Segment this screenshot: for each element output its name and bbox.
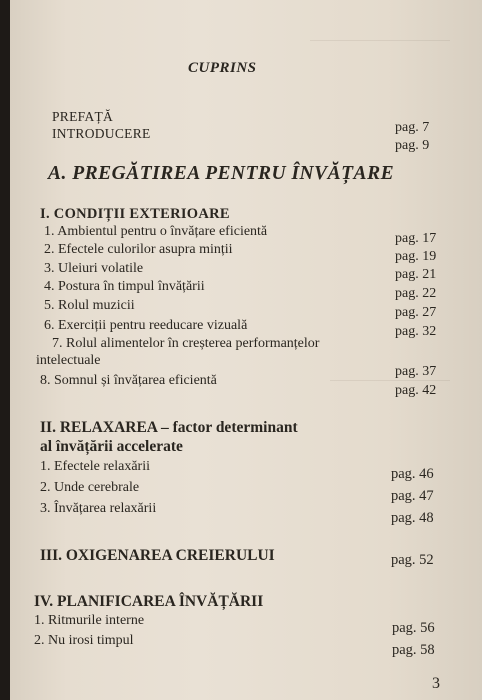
toc-item-continuation: intelectuale (36, 353, 101, 368)
toc-item: 1. Ritmurile interne (34, 613, 145, 628)
toc-page: pag. 37 (395, 364, 437, 379)
toc-page: pag. 58 (392, 642, 435, 658)
toc-page: pag. 52 (391, 552, 434, 568)
chapter-title: I. CONDIȚII EXTERIOARE (40, 206, 230, 222)
toc-item: 3. Învățarea relaxării (40, 501, 157, 516)
toc-page: pag. 21 (395, 267, 437, 282)
toc-item: 4. Postura în timpul învățării (44, 279, 205, 294)
toc-item: 1. Efectele relaxării (40, 459, 150, 474)
toc-item: 2. Unde cerebrale (40, 480, 140, 495)
toc-item: 5. Rolul muzicii (44, 298, 135, 313)
toc-item: 6. Exerciții pentru reeducare vizuală (44, 318, 248, 333)
toc-page: pag. 19 (395, 249, 437, 264)
section-heading: A. PREGĂTIREA PENTRU ÎNVĂȚARE (48, 163, 395, 184)
page-title: CUPRINS (188, 60, 257, 76)
toc-item: 1. Ambientul pentru o învățare eficientă (44, 224, 268, 239)
chapter-title: IV. PLANIFICAREA ÎNVĂȚĂRII (34, 593, 264, 610)
toc-page: pag. 32 (395, 324, 437, 339)
toc-page: pag. 42 (395, 383, 437, 398)
chapter-title: II. RELAXAREA – factor determinant (40, 419, 298, 436)
chapter-title: III. OXIGENAREA CREIERULUI (40, 547, 275, 564)
toc-page: pag. 27 (395, 305, 437, 320)
front-matter-label: INTRODUCERE (52, 126, 151, 141)
chapter-title-continuation: al învățării accelerate (40, 438, 183, 455)
toc-item: 8. Somnul și învățarea eficientă (40, 373, 217, 388)
front-matter-page: pag. 9 (395, 138, 430, 153)
toc-item: 2. Efectele culorilor asupra minții (44, 242, 233, 257)
toc-page: pag. 48 (391, 510, 434, 526)
page-number: 3 (432, 675, 440, 692)
front-matter-label: PREFAȚĂ (52, 109, 114, 124)
toc-page: pag. 22 (395, 286, 437, 301)
toc-page: pag. 56 (392, 620, 435, 636)
book-page (10, 0, 482, 700)
toc-page: pag. 17 (395, 231, 437, 246)
toc-page: pag. 47 (391, 488, 434, 504)
front-matter-page: pag. 7 (395, 120, 430, 135)
toc-item: 3. Uleiuri volatile (44, 261, 144, 276)
toc-item: 2. Nu irosi timpul (34, 633, 134, 648)
toc-item: 7. Rolul alimentelor în creșterea performanțelor (52, 336, 320, 351)
bleed-through-mark (310, 40, 450, 81)
toc-page: pag. 46 (391, 466, 434, 482)
